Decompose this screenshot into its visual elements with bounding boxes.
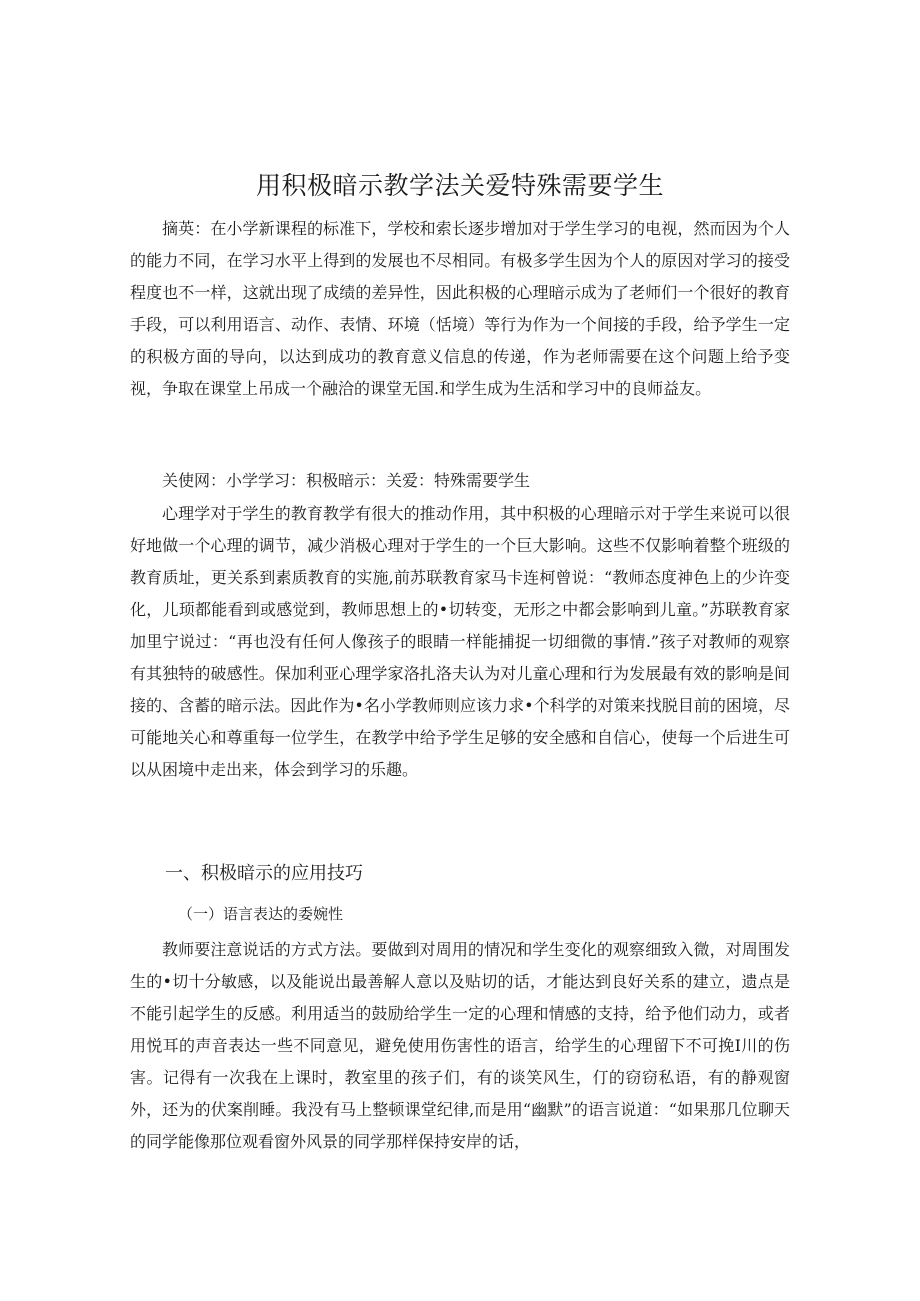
body-paragraph: 教师要注意说话的方式方法。要做到对周用的情况和学生变化的观察细致入微，对周围发生的•切十分敏感，以及能说出最善解人意以及贴切的话，才能达到良好关系的建立，遗点是不能引起学生的反感。利用适当的鼓励给学生一定的心理和情感的支持，给予他们动力，或者用悦耳的声音表达一些不同意见，避免使用伤害性的语言，给学生的心理留下不可挽I川的伤害。记得有一次我在上课时，教室里的孩子们，有的谈笑风生，仃的窃窃私语，有的静观窗外，还为的伏案削睡。我没有马上整顿课堂纪律,而是用“幽默”的语言说道：“如果那几位聊天的同学能像那位观看窗外风景的同学那样保持安岸的话， bbox=[130, 940, 790, 1151]
section-heading: 一、积极暗示的应用技巧 bbox=[165, 863, 363, 884]
abstract-paragraph: 摘英：在小学新课程的标准下，学校和索长逐步增加对于学生学习的电视，然而因为个人的能力不同，在学习水平上得到的发展也不尽相同。有极多学生因为个人的原因对学习的接受程度也不一样，这就出现了成绩的差异性，因此积极的心理暗示成为了老师们一个很好的教育手段，可以利用语言、动作、表情、环境（恬境）等行为作为一个间接的手段，给予学生一定的积极方面的导向，以达到成功的教育意义信息的传递，作为老师需要在这个问题上给予变视，争取在课堂上吊成一个融洽的课堂无国.和学生成为生活和学习中的良师益友。 bbox=[130, 219, 790, 398]
intro-paragraph: 心理学对于学生的教育教学有很大的推动作用，其中积极的心理暗示对于学生来说可以很好地做一个心理的调节，减少消极心理对于学生的一个巨大影响。这些不仅影响着整个班级的教育质址，更关系到素质教育的实施,前苏联教育家马卡连柯曾说：“教师态度神色上的少许变化，儿顼都能看到或感觉到，教师思想上的•切转变，无形之中都会影响到儿童。”苏联教育家加里宁说过：“再也没有任何人像孩子的眼睛一样能捕捉一切细微的事情.”孩子对教师的观察有其独特的破感性。保加利亚心理学家洛扎洛夫认为对儿童心理和行为发展最有效的影响是间接的、含蓄的暗示法。因此作为•名小学教师则应该力求•个科学的对策来找脱目前的困境，尽可能地关心和尊重每一位学生，在教学中给予学生足够的安全感和自信心，使每一个后进生可以从困境中走出来，体会到学习的乐趣。 bbox=[130, 504, 790, 779]
subsection-heading: （一）语言表达的委婉性 bbox=[178, 905, 344, 923]
keywords-line: 关使网：小学学习：积极暗示：关爱：特殊需要学生 bbox=[162, 471, 531, 490]
document-title: 用积极暗示教学法关爱特殊需要学生 bbox=[255, 171, 664, 200]
